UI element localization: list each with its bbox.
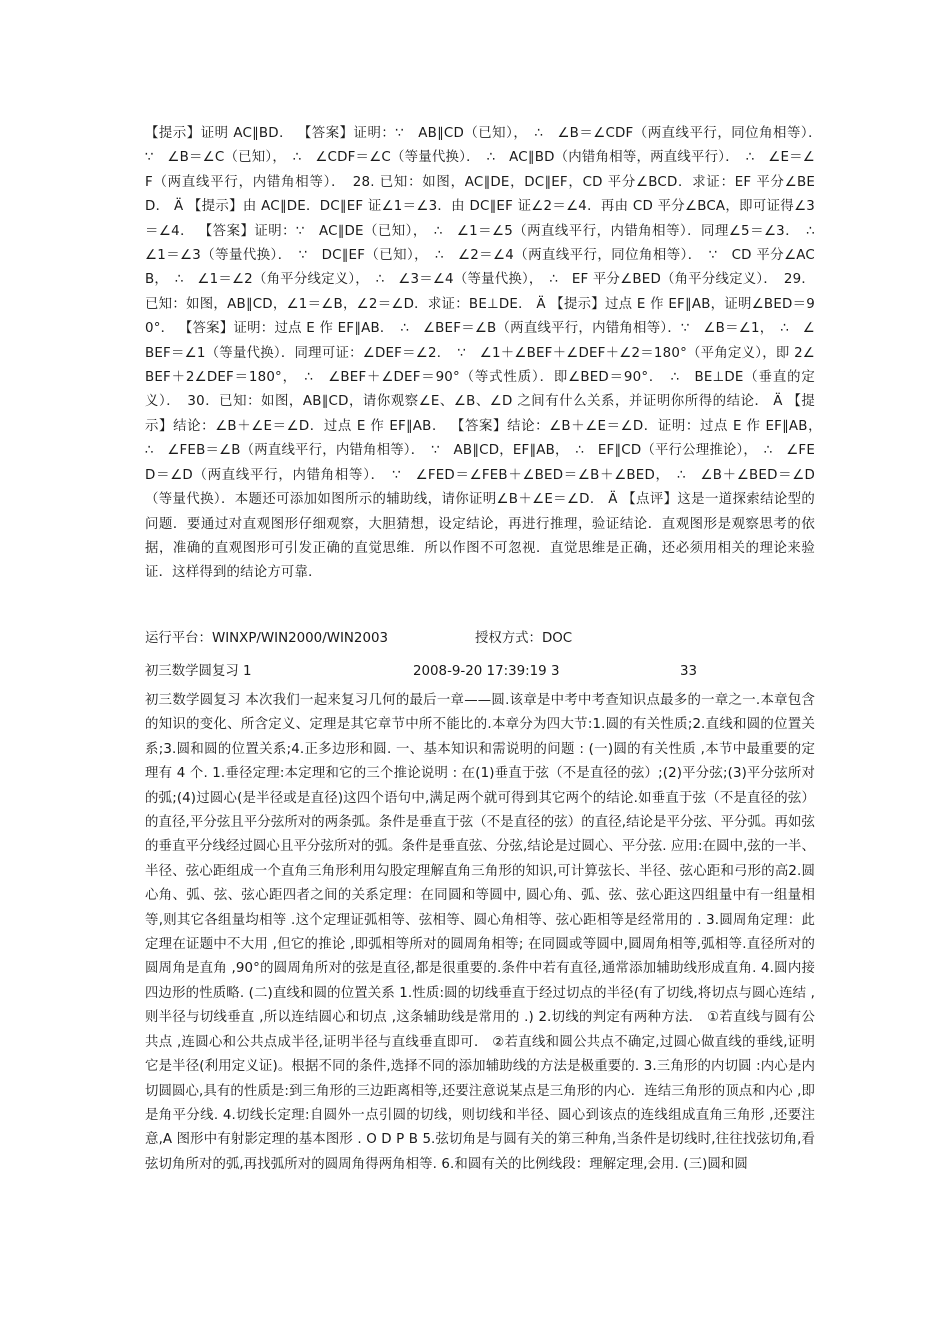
article-header-row	[145, 661, 815, 683]
download-meta-row	[145, 628, 815, 650]
article-date: 2008-9-20 17:39:19 3	[413, 664, 560, 679]
platform-label: 运行平台：WINXP/WIN2000/WIN2003	[145, 631, 388, 646]
circle-review-paragraph: 初三数学圆复习 本次我们一起来复习几何的最后一章——圆.该章是中考中考查知识点最多的一章之一.本章包含的知识的变化、所含定义、定理是其它章节中所不能比的.本章分为四大节:1.圆的有关性质;2.直线和圆的位置关系;3.圆和圆的位置关系;4.正多边形和圆. 一、基本知识和需说明的问题 : (一)圆的有关性质 ,本节中最重要的定理有 4 个. 1.垂径定理:本定理和它的三个推论说明 : 在(1)垂直于弦（不是直径的弦）;(2)平分弦;(3)平分弦所对的弧;(4)过圆心(是半径或是直径)这四个语句中,满足两个就可得到其它两个的结论.如垂直于弦（不是直径的弦）的直径,平分弦且平分弦所对的两条弧。条件是垂直于弦（不是直径的弦）的直径,结论是平分弦、平分弧。再如弦的垂直平分线经过圆心且平分弦所对的弧。条件是垂直弦、分弦,结论是过圆心、平分弦. 应用:在圆中,弦的一半、半径、弦心距组成一个直角三角形利用勾股定理解直角三角形的知识,可计算弦长、半径、弦心距和弓形的高2.圆心角、弧、弦、弦心距四者之间的关系定理：在同圆和等圆中, 圆心角、弧、弦、弦心距这四组量中有一组量相等,则其它各组量均相等 .这个定理证弧相等、弦相等、圆心角相等、弦心距相等是经常用的 . 3.圆周角定理：此定理在证题中不大用 ,但它的推论 ,即弧相等所对的圆周角相等; 在同圆或等圆中,圆周角相等,弧相等.直径所对的圆周角是直角 ,90°的圆周角所对的弦是直径,都是很重要的.条件中若有直径,通常添加辅助线形成直角. 4.圆内接四边形的性质略. (二)直线和圆的位置关系 1.性质:圆的切线垂直于经过切点的半径(有了切线,将切点与圆心连结 ,则半径与切线垂直 ,所以连结圆心和切点 ,这条辅助线是常用的 .) 2.切线的判定有两种方法． ①若直线与圆有公共点 ,连圆心和公共点成半径,证明半径与直线垂直即可． ②若直线和圆公共点不确定,过圆心做直线的垂线,证明它是半径(利用定义证)。根据不同的条件,选择不同的添加辅助线的方法是极重要的. 3.三角形的内切圆 :内心是内切圆圆心,具有的性质是:到三角形的三边距离相等,还要注意说某点是三角形的内心．连结三角形的顶点和内心 ,即是角平分线. 4.切线长定理:自圆外一点引圆的切线，则切线和半径、圆心到该点的连线组成直角三角形 ,还要注意,A 图形中有射影定理的基本图形 . O D P B 5.弦切角是与圆有关的第三种角,当条件是切线时,往往找弦切角,看弦切角所对的弧,再找弧所对的圆周角得两角相等. 6.和圆有关的比例线段：理解定理,会用. (三)圆和圆	[145, 693, 815, 1172]
article-count: 33	[680, 664, 698, 679]
proof-paragraph: 【提示】证明 AC∥BD． 【答案】证明：∵ AB∥CD（已知）， ∴ ∠B＝∠CDF（两直线平行，同位角相等）． ∵ ∠B＝∠C（已知）， ∴ ∠CDF＝∠C（等量代换）． ∴ AC∥BD（内错角相等，两直线平行）． ∴ ∠E＝∠F（两直线平行，内错角相等）． 28. 已知：如图，AC∥DE，DC∥EF，CD 平分∠BCD．求证：EF 平分∠BED． Ä 【提示】由 AC∥DE．DC∥EF 证∠1＝∠3．由 DC∥EF 证∠2＝∠4．再由 CD 平分∠BCA，即可证得∠3＝∠4． 【答案】证明：∵ AC∥DE（已知）， ∴ ∠1＝∠5（两直线平行，内错角相等）．同理∠5＝∠3． ∴ ∠1＝∠3（等量代换）． ∵ DC∥EF（已知）， ∴ ∠2＝∠4（两直线平行，同位角相等）． ∵ CD 平分∠ACB， ∴ ∠1＝∠2（角平分线定义）， ∴ ∠3＝∠4（等量代换）， ∴ EF 平分∠BED（角平分线定义）． 29．已知：如图，AB∥CD，∠1＝∠B，∠2＝∠D．求证：BE⊥DE． Ä 【提示】过点 E 作 EF∥AB，证明∠BED＝90°． 【答案】证明：过点 E 作 EF∥AB． ∴ ∠BEF＝∠B（两直线平行，内错角相等）．∵ ∠B＝∠1， ∴ ∠BEF＝∠1（等量代换）．同理可证：∠DEF＝∠2． ∵ ∠1＋∠BEF＋∠DEF＋∠2＝180°（平角定义），即 2∠BEF＋2∠DEF＝180°， ∴ ∠BEF＋∠DEF＝90°（等式性质）．即∠BED＝90°． ∴ BE⊥DE（垂直的定义）． 30．已知：如图，AB∥CD，请你观察∠E、∠B、∠D 之间有什么关系，并证明你所得的结论． Ä 【提示】结论：∠B＋∠E＝∠D．过点 E 作 EF∥AB． 【答案】结论：∠B＋∠E＝∠D．证明：过点 E 作 EF∥AB， ∴ ∠FEB＝∠B（两直线平行，内错角相等）． ∵ AB∥CD，EF∥AB， ∴ EF∥CD（平行公理推论）， ∴ ∠FED＝∠D（两直线平行，内错角相等）． ∵ ∠FED＝∠FEB＋∠BED＝∠B＋∠BED， ∴ ∠B＋∠BED＝∠D（等量代换）．本题还可添加如图所示的辅助线，请你证明∠B＋∠E＝∠D． Ä 【点评】这是一道探索结论型的问题．要通过对直观图形仔细观察，大胆猜想，设定结论，再进行推理，验证结论．直观图形是观察思考的依据，准确的直观图形可引发正确的直觉思维．所以作图不可忽视．直觉思维是正确，还必须用相关的理论来验证．这样得到的结论方可靠．	[145, 126, 829, 581]
license-label: 授权方式：DOC	[475, 631, 573, 646]
article-title: 初三数学圆复习 1	[145, 664, 252, 679]
